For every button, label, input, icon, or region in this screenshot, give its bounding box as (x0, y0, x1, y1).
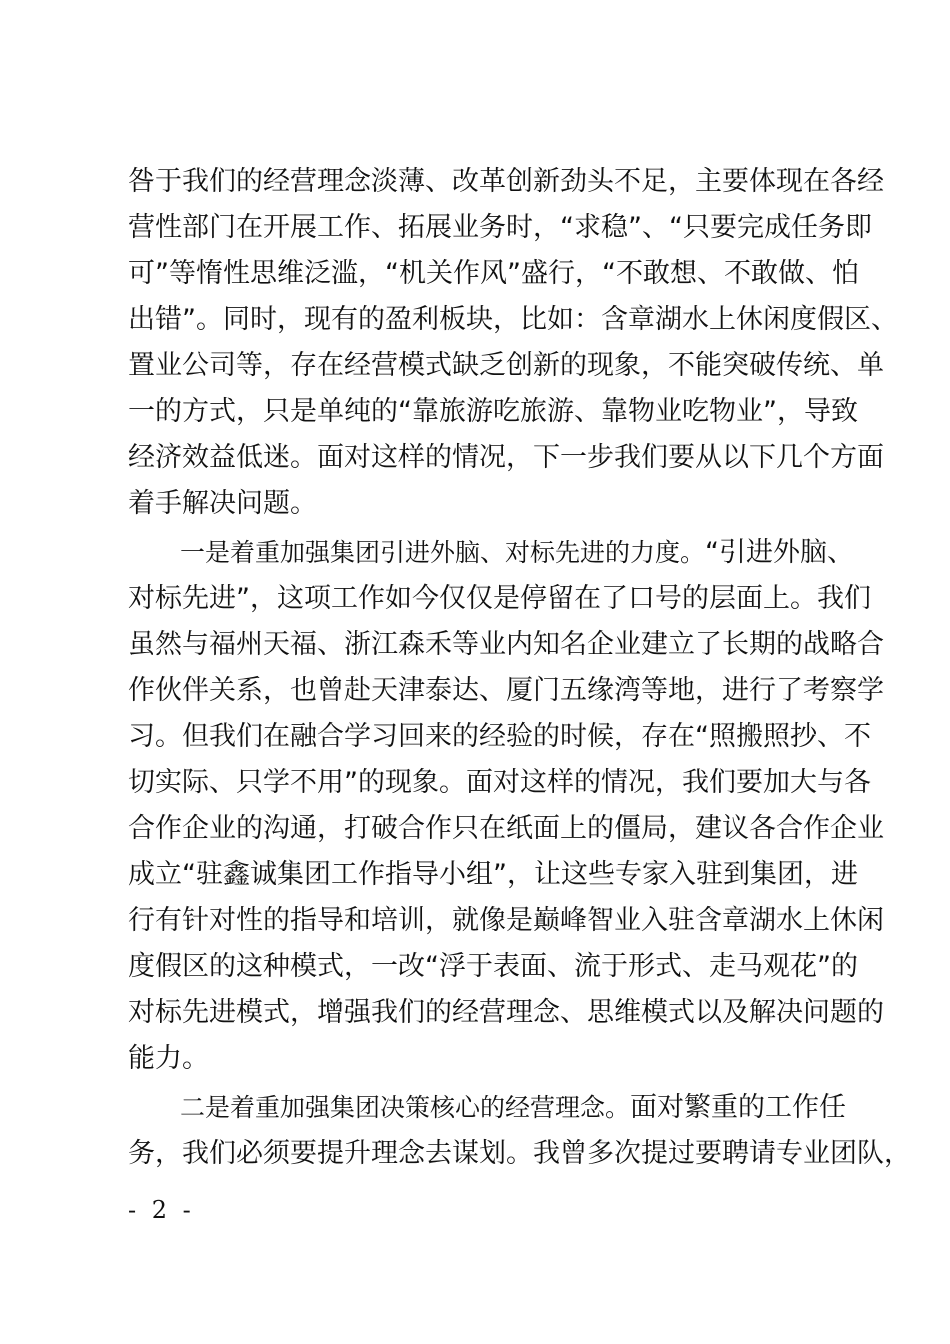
text-line: 切实际、只学不用”的现象。面对这样的情况，我们要加大与各 (128, 767, 871, 798)
text-line: 成立“驻鑫诚集团工作指导小组”，让这些专家入驻到集团，进 (128, 859, 858, 890)
text-span: 面对繁重的工作任 (630, 1092, 847, 1123)
text-line: 对标先进模式，增强我们的经营理念、思维模式以及解决问题的 (128, 997, 884, 1028)
text-line: 作伙伴关系，也曾赴天津泰达、厦门五缘湾等地，进行了考察学 (128, 675, 884, 706)
text-line: 一的方式，只是单纯的“靠旅游吃旅游、靠物业吃物业”，导致 (128, 396, 858, 427)
text-line: 经济效益低迷。面对这样的情况，下一步我们要从以下几个方面 (128, 442, 884, 473)
text-line: 务，我们必须要提升理念去谋划。我曾多次提过要聘请专业团队， (128, 1138, 911, 1169)
text-line: 出错”。同时，现有的盈利板块，比如：含章湖水上休闲度假区、 (128, 304, 898, 335)
text-line: 置业公司等，存在经营模式缺乏创新的现象，不能突破传统、单 (128, 350, 884, 381)
paragraph-heading: 一是着重加强集团引进外脑、对标先进的力度。 (180, 538, 706, 567)
text-line: 能力。 (128, 1043, 209, 1074)
paragraph-first-line (180, 530, 855, 576)
text-line: 习。但我们在融合学习回来的经验的时候，存在“照搬照抄、不 (128, 721, 871, 752)
text-line: 可”等惰性思维泛滥，“机关作风”盛行，“不敢想、不敢做、怕 (128, 258, 859, 289)
text-line: 着手解决问题。 (128, 488, 317, 519)
paragraph-first-line (180, 1085, 847, 1131)
text-line: 虽然与福州天福、浙江森禾等业内知名企业建立了长期的战略合 (128, 629, 884, 660)
text-line: 合作企业的沟通，打破合作只在纸面上的僵局，建议各合作企业 (128, 813, 884, 844)
text-line: 营性部门在开展工作、拓展业务时，“求稳”、“只要完成任务即 (128, 212, 872, 243)
text-line: 度假区的这种模式，一改“浮于表面、流于形式、走马观花”的 (128, 951, 858, 982)
text-line: 对标先进”，这项工作如今仅仅是停留在了口号的层面上。我们 (128, 583, 871, 614)
text-line: 咎于我们的经营理念淡薄、改革创新劲头不足，主要体现在各经 (128, 166, 884, 197)
text-line: 行有针对性的指导和培训，就像是巅峰智业入驻含章湖水上休闲 (128, 905, 884, 936)
page-number: - 2 - (128, 1196, 195, 1224)
text-span: “引进外脑、 (705, 537, 855, 568)
paragraph-heading: 二是着重加强集团决策核心的经营理念。 (180, 1093, 631, 1122)
